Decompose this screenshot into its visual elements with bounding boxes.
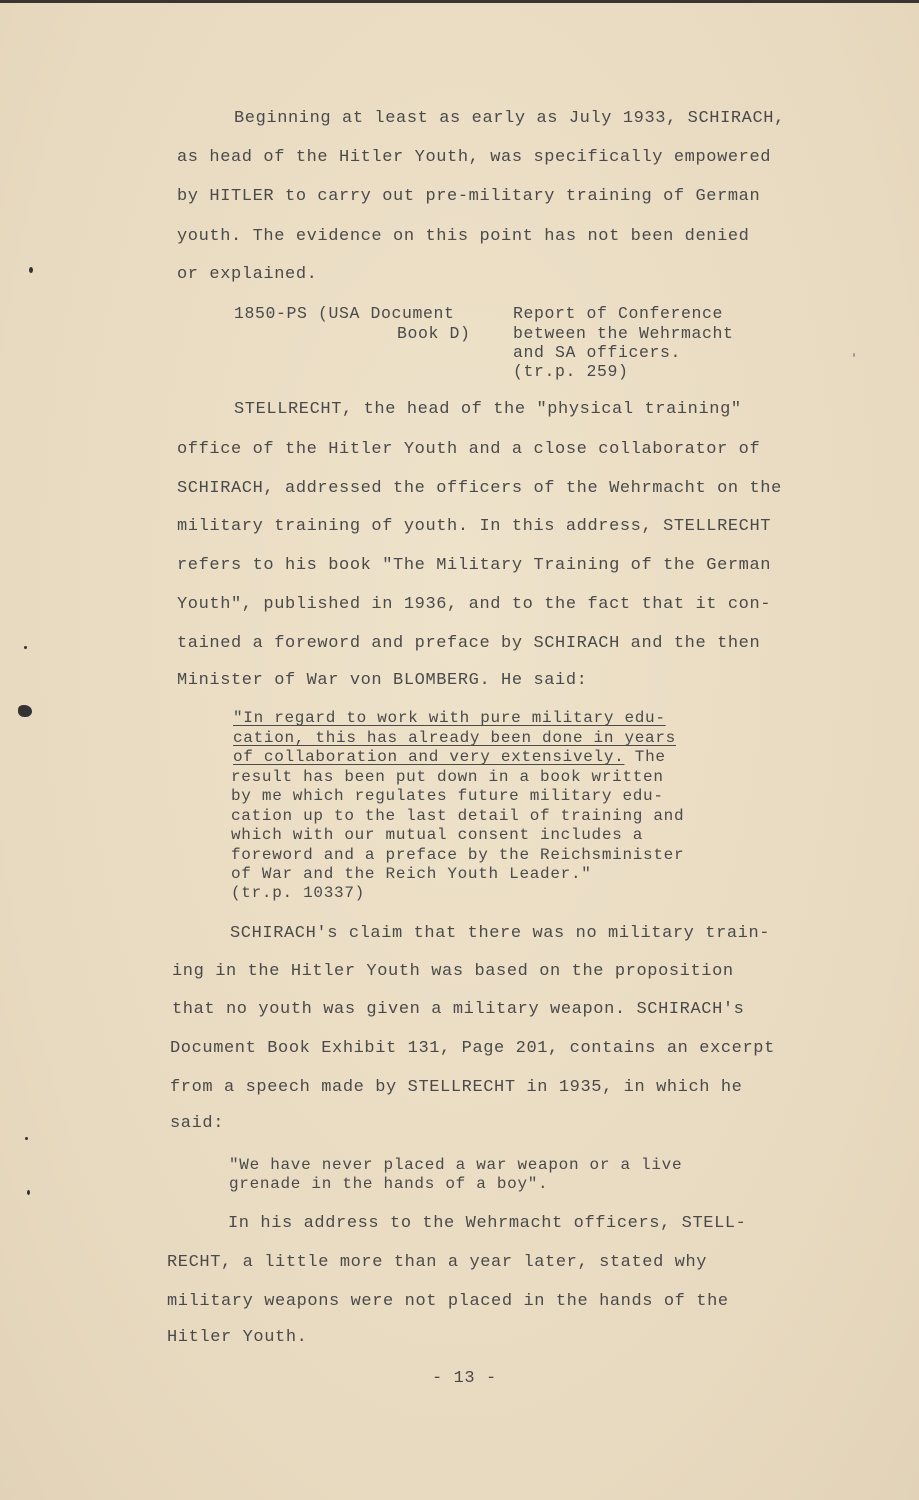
quote-line: "We have never placed a war weapon or a live bbox=[229, 1156, 683, 1174]
text-line: or explained. bbox=[177, 265, 318, 284]
text-line: SCHIRACH's claim that there was no military train- bbox=[230, 924, 771, 943]
text-line: youth. The evidence on this point has not been denied bbox=[177, 227, 750, 246]
quote-line: foreword and a preface by the Reichsminister bbox=[231, 846, 685, 864]
ink-blot bbox=[18, 705, 32, 717]
scan-speck bbox=[29, 267, 33, 273]
underlined-quote-text: of collaboration and very extensively. bbox=[233, 748, 625, 766]
text-line: office of the Hitler Youth and a close collaborator of bbox=[177, 440, 761, 459]
text-line: Document Book Exhibit 131, Page 201, contains an excerpt bbox=[170, 1039, 775, 1058]
text-line: military weapons were not placed in the hands of the bbox=[167, 1292, 729, 1311]
citation-reference: Book D) bbox=[397, 324, 471, 343]
citation-description: (tr.p. 259) bbox=[513, 362, 629, 381]
quote-line: grenade in the hands of a boy". bbox=[229, 1175, 549, 1193]
text-line: RECHT, a little more than a year later, stated why bbox=[167, 1253, 708, 1272]
quote-line: by me which regulates future military edu- bbox=[231, 787, 664, 805]
quote-line: which with our mutual consent includes a bbox=[231, 826, 644, 844]
text-line: ing in the Hitler Youth was based on the proposition bbox=[172, 962, 734, 981]
page-number: - 13 - bbox=[432, 1369, 497, 1388]
citation-reference: 1850-PS (USA Document bbox=[234, 304, 455, 323]
citation-description: Report of Conference bbox=[513, 304, 724, 323]
text-line: SCHIRACH, addressed the officers of the Wehrmacht on the bbox=[177, 479, 782, 498]
scan-speck bbox=[24, 646, 27, 649]
text-line: from a speech made by STELLRECHT in 1935, in which he bbox=[170, 1078, 743, 1097]
page-top-edge bbox=[0, 0, 919, 3]
quote-line bbox=[233, 748, 666, 767]
text-line: tained a foreword and preface by SCHIRACH and the then bbox=[177, 634, 761, 653]
scan-speck bbox=[27, 1190, 30, 1195]
scan-speck bbox=[853, 353, 855, 357]
text-line: said: bbox=[170, 1114, 225, 1133]
text-line: Youth", published in 1936, and to the fact that it con- bbox=[177, 595, 772, 614]
text-line: STELLRECHT, the head of the "physical training" bbox=[234, 400, 742, 419]
citation-description: and SA officers. bbox=[513, 343, 682, 362]
quote-line: (tr.p. 10337) bbox=[231, 884, 365, 902]
citation-description: between the Wehrmacht bbox=[513, 324, 734, 343]
text-line: In his address to the Wehrmacht officers, STELL- bbox=[228, 1214, 747, 1233]
text-line: Hitler Youth. bbox=[167, 1328, 308, 1347]
text-line: that no youth was given a military weapon. SCHIRACH's bbox=[172, 1000, 745, 1019]
text-line: military training of youth. In this address, STELLRECHT bbox=[177, 517, 772, 536]
text-line: Beginning at least as early as July 1933, SCHIRACH, bbox=[234, 109, 785, 128]
quote-line: cation up to the last detail of training and bbox=[231, 807, 685, 825]
quote-line: of War and the Reich Youth Leader." bbox=[231, 865, 592, 883]
underlined-quote-line: cation, this has already been done in years bbox=[233, 729, 676, 747]
text-line: by HITLER to carry out pre-military training of German bbox=[177, 187, 761, 206]
scan-speck bbox=[25, 1137, 28, 1140]
quote-line: result has been put down in a book written bbox=[231, 768, 664, 786]
quote-text: The bbox=[624, 748, 666, 766]
underlined-quote-line: "In regard to work with pure military edu- bbox=[233, 709, 666, 727]
text-line: as head of the Hitler Youth, was specifically empowered bbox=[177, 148, 772, 167]
text-line: refers to his book "The Military Training of the German bbox=[177, 556, 772, 575]
text-line: Minister of War von BLOMBERG. He said: bbox=[177, 671, 588, 690]
